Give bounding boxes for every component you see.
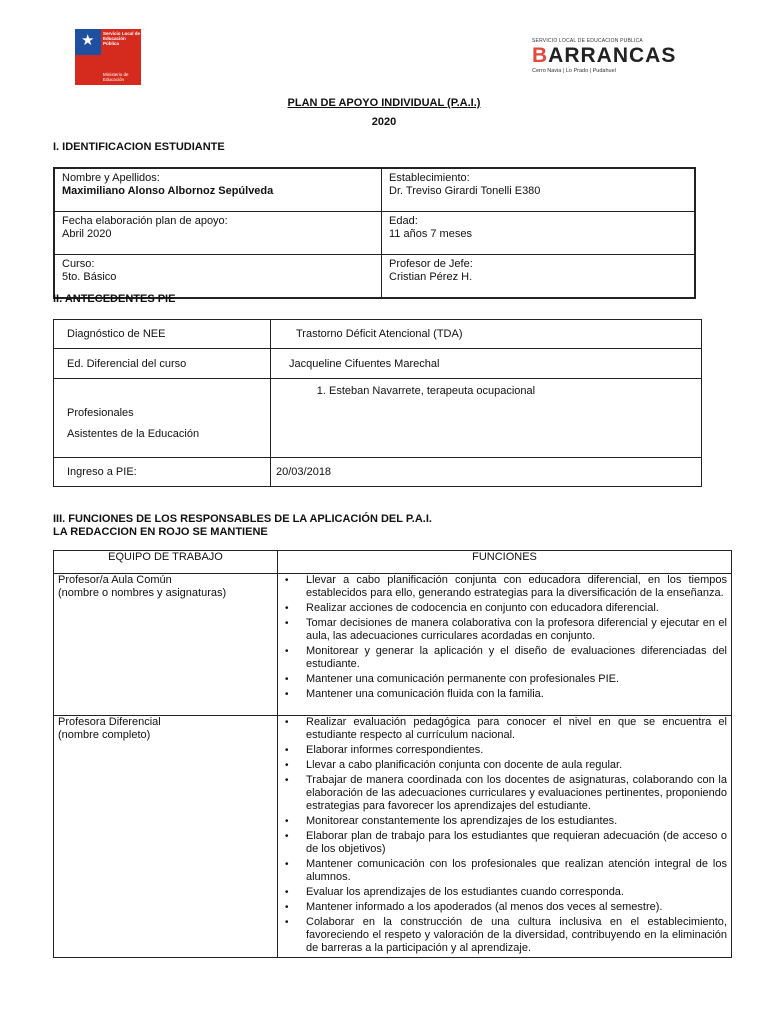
section-heading-line1: III. FUNCIONES DE LOS RESPONSABLES DE LA APLICACIÓN DEL P.A.I. (53, 513, 432, 525)
table-row (54, 168, 695, 212)
field-value: 11 años 7 meses (389, 228, 472, 240)
section-heading-funciones (53, 513, 432, 539)
functions-cell (278, 574, 732, 716)
student-identification-table (53, 167, 696, 299)
professionals-label-line1: Profesionales (67, 407, 134, 419)
gov-logo-line1: Servicio Local de Educación Pública (103, 31, 141, 46)
star-icon: ★ (81, 32, 95, 49)
table-row (54, 349, 702, 379)
role-title: Profesora Diferencial (58, 716, 161, 728)
functions-cell (278, 716, 732, 958)
field-label: Edad: (389, 215, 418, 227)
table-cell (382, 255, 696, 299)
field-label: Nombre y Apellidos: (62, 172, 160, 184)
diagnosis-label: Diagnóstico de NEE (54, 320, 271, 349)
gobierno-logo (75, 29, 141, 85)
list-item: • Colaborar en la construcción de una cultura inclusiva en el establecimiento, favoreciendo el respeto y valoración de la diversidad, contribuyendo en la eliminación de barreras a la participación y al aprendizaje. (282, 916, 727, 955)
table-cell (54, 168, 382, 212)
list-item: • Llevar a cabo planificación conjunta con docente de aula regular. (282, 759, 727, 772)
role-cell (54, 716, 278, 958)
table-header-row (54, 551, 732, 574)
field-value: Abril 2020 (62, 228, 112, 240)
field-value: Cristian Pérez H. (389, 271, 473, 283)
professionals-label-line2: Asistentes de la Educación (67, 428, 200, 440)
table-cell (54, 255, 382, 299)
pie-background-table (53, 319, 702, 487)
professionals-list (284, 385, 688, 397)
table-row (54, 320, 702, 349)
role-title: Profesor/a Aula Común (58, 574, 172, 586)
ed-diferencial-value: Jacqueline Cifuentes Marechal (271, 349, 702, 379)
section-heading-antecedentes: II. ANTECEDENTES PIE (53, 293, 176, 305)
list-item: • Mantener informado a los apoderados (al menos dos veces al semestre). (282, 901, 727, 914)
document-title: PLAN DE APOYO INDIVIDUAL (P.A.I.) (287, 97, 481, 109)
list-item: • Mantener una comunicación permanente con profesionales PIE. (282, 673, 727, 686)
professionals-value (271, 379, 702, 458)
functions-list (282, 574, 727, 701)
list-item: 1. Esteban Navarrete, terapeuta ocupacional (329, 385, 688, 397)
barrancas-wordmark (532, 44, 676, 68)
diagnosis-value: Trastorno Déficit Atencional (TDA) (271, 320, 702, 349)
list-item: • Trabajar de manera coordinada con los docentes de asignaturas, colaborando con la elaboración de las adecuaciones curriculares y evaluaciones pertinentes, proponiendo estrategias para favorecer los aprendizajes del estudiante. (282, 774, 727, 813)
table-row (54, 458, 702, 487)
list-item: • Monitorear constantemente los aprendizajes de los estudiantes. (282, 815, 727, 828)
list-item: • Mantener comunicación con los profesionales que realizan atención integral de los alumnos. (282, 858, 727, 884)
list-item: • Llevar a cabo planificación conjunta con educadora diferencial, en los tiempos establecidos para ello, generando estrategias para la diversificación de la enseñanza. (282, 574, 727, 600)
barrancas-logo (532, 38, 702, 78)
table-row (54, 716, 732, 958)
list-item: • Tomar decisiones de manera colaborativa con la profesora diferencial y ejecutar en el aula, las adecuaciones curriculares acordadas en conjunto. (282, 617, 727, 643)
functions-list (282, 716, 727, 955)
table-cell (382, 168, 696, 212)
section-heading-line2: LA REDACCION EN ROJO SE MANTIENE (53, 526, 268, 538)
list-item: • Elaborar plan de trabajo para los estudiantes que requieran adecuación (de acceso o de los objetivos) (282, 830, 727, 856)
barrancas-rest: ARRANCAS (548, 44, 677, 67)
field-label: Fecha elaboración plan de apoyo: (62, 215, 228, 227)
table-cell (54, 212, 382, 255)
gov-logo-line2: Ministerio de Educación (103, 72, 129, 82)
role-note: (nombre o nombres y asignaturas) (58, 587, 227, 599)
professionals-label (54, 379, 271, 458)
barrancas-first-letter: B (532, 44, 549, 67)
ingreso-label: Ingreso a PIE: (54, 458, 271, 487)
table-row (54, 255, 695, 299)
list-item: • Evaluar los aprendizajes de los estudiantes cuando corresponda. (282, 886, 727, 899)
role-cell (54, 574, 278, 716)
document-year: 2020 (371, 116, 397, 128)
role-note: (nombre completo) (58, 729, 151, 741)
ingreso-value: 20/03/2018 (271, 458, 702, 487)
field-value: 5to. Básico (62, 271, 117, 283)
list-item: • Realizar acciones de codocencia en conjunto con educadora diferencial. (282, 602, 727, 615)
column-header-functions: FUNCIONES (278, 551, 732, 574)
column-header-team: EQUIPO DE TRABAJO (54, 551, 278, 574)
functions-table (53, 550, 732, 958)
table-row (54, 212, 695, 255)
barrancas-subtitle: Cerro Navia | Lo Prado | Pudahuel (532, 68, 616, 74)
field-label: Curso: (62, 258, 95, 270)
section-heading-identificacion: I. IDENTIFICACION ESTUDIANTE (53, 141, 225, 153)
student-name: Maximiliano Alonso Albornoz Sepúlveda (62, 185, 274, 197)
table-cell (382, 212, 696, 255)
list-item: • Monitorear y generar la aplicación y el diseño de evaluaciones diferenciadas del estudiante. (282, 645, 727, 671)
list-item: • Mantener una comunicación fluida con la familia. (282, 688, 727, 701)
field-label: Profesor de Jefe: (389, 258, 473, 270)
barrancas-top-text: SERVICIO LOCAL DE EDUCACION PUBLICA (532, 38, 643, 44)
ed-diferencial-label: Ed. Diferencial del curso (54, 349, 271, 379)
table-row (54, 574, 732, 716)
field-label: Establecimiento: (389, 172, 470, 184)
table-row (54, 379, 702, 458)
list-item: • Elaborar informes correspondientes. (282, 744, 727, 757)
list-item: • Realizar evaluación pedagógica para conocer el nivel en que se encuentra el estudiante respecto al currículum nacional. (282, 716, 727, 742)
field-value: Dr. Treviso Girardi Tonelli E380 (389, 185, 541, 197)
